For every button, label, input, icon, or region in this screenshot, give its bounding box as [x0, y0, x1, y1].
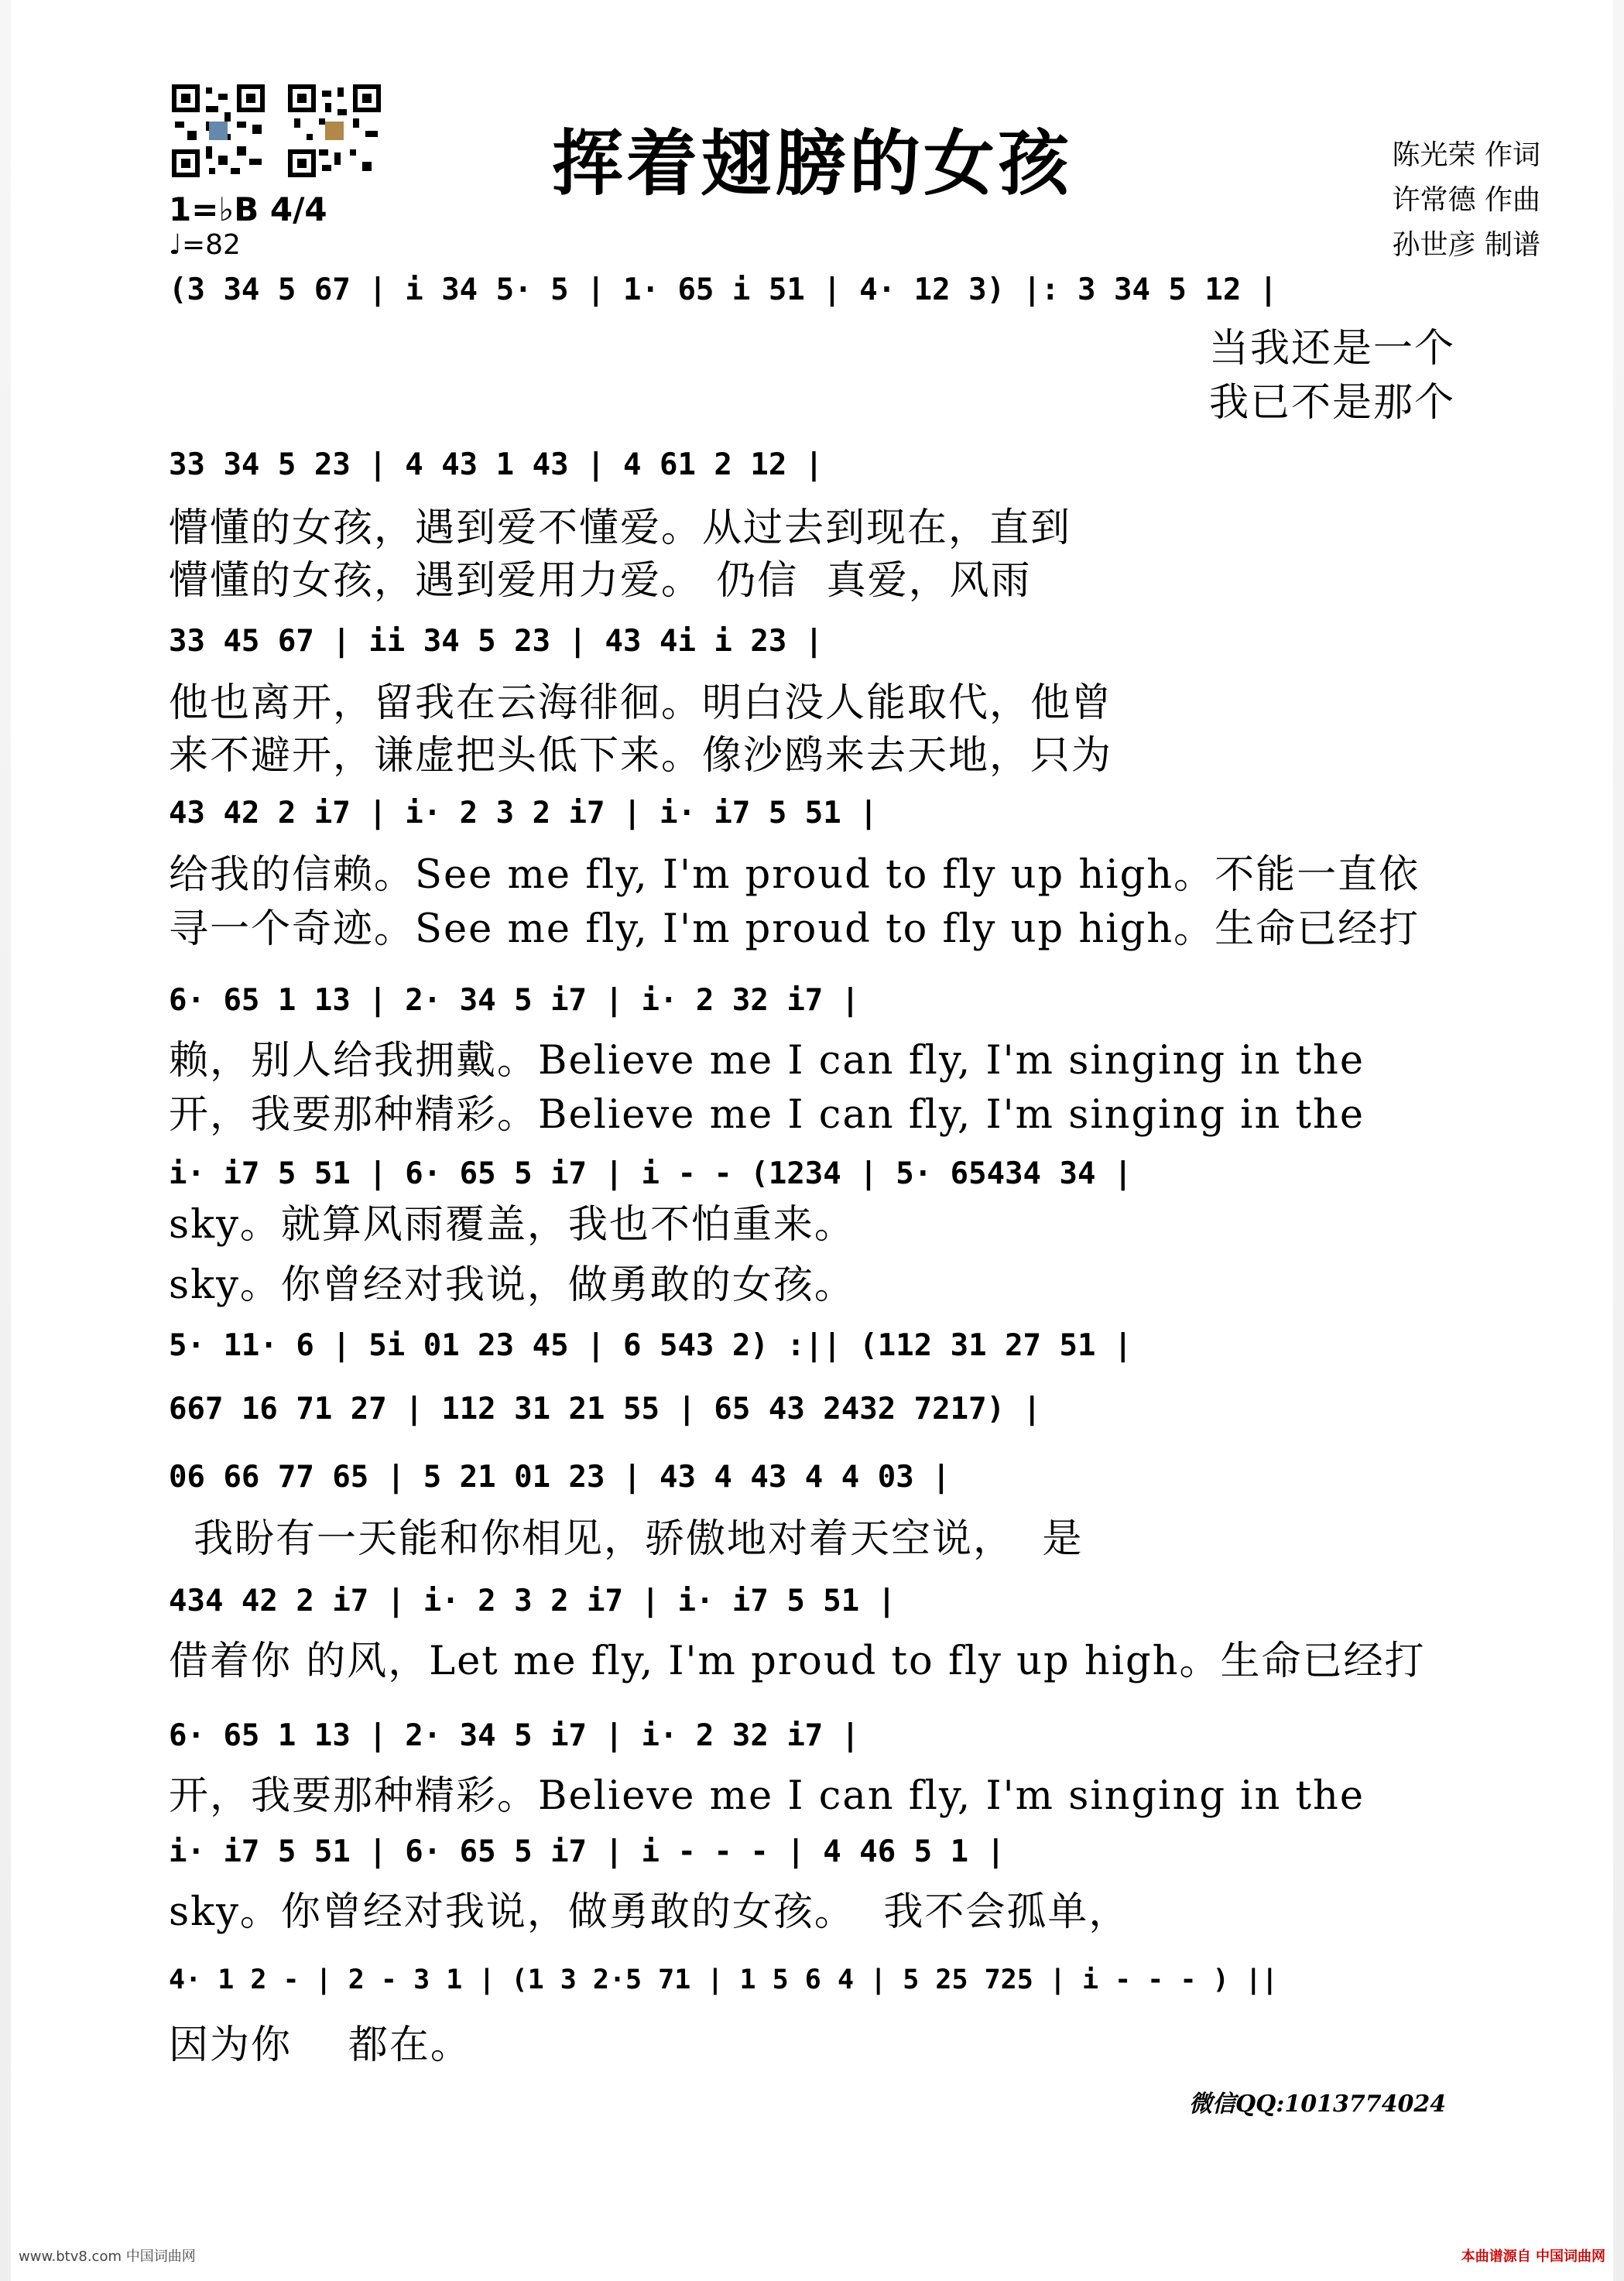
notation-line-2: 33 34 5 23 | 4 43 1 43 | 4 61 2 12 | — [169, 447, 824, 482]
notation-line-6: i· i7 5 51 | 6· 65 5 i7 | i - - (1234 | 5· 65434 34 | — [169, 1156, 1132, 1191]
notation-line-3: 33 45 67 | ii 34 5 23 | 43 4i i 23 | — [169, 624, 824, 659]
lyric-line-4a: 给我的信赖。See me fly, I'm proud to fly up high。不能一直依 — [169, 852, 1420, 898]
notation-line-1: (3 34 5 67 | i 34 5· 5 | 1· 65 i 51 | 4· 12 3) |: 3 34 5 12 | — [169, 272, 1278, 307]
notation-line-5: 6· 65 1 13 | 2· 34 5 i7 | i· 2 32 i7 | — [169, 983, 860, 1018]
lyric-line-5b: 开，我要那种精彩。Believe me I can fly, I'm singing in the — [169, 1092, 1365, 1138]
transcriber-credit: 孙世彦 制谱 — [1392, 229, 1540, 261]
lyric-line-13: 因为你 都在。 — [169, 2022, 471, 2068]
lyric-line-6a: sky。就算风雨覆盖，我也不怕重来。 — [169, 1202, 855, 1248]
lyric-line-4b: 寻一个奇迹。See me fly, I'm proud to fly up high。生命已经打 — [169, 906, 1420, 952]
lyric-line-10: 借着你 的风，Let me fly, I'm proud to fly up high。生命已经打 — [169, 1639, 1426, 1684]
notation-line-8: 667 16 71 27 | 112 31 21 55 | 65 43 2432 7217) | — [169, 1392, 1042, 1426]
lyricist-credit: 陈光荣 作词 — [1392, 139, 1540, 171]
song-title: 挥着翅膀的女孩 — [551, 122, 1072, 205]
notation-line-7: 5· 11· 6 | 5i 01 23 45 | 6 543 2) :|| (112 31 27 51 | — [169, 1328, 1132, 1363]
lyric-line-6b: sky。你曾经对我说，做勇敢的女孩。 — [169, 1262, 855, 1308]
notation-line-10: 434 42 2 i7 | i· 2 3 2 i7 | i· i7 5 51 | — [169, 1584, 896, 1618]
lyric-line-1b: 我已不是那个 — [1208, 380, 1455, 426]
lyric-line-2b: 懵懂的女孩，遇到爱用力爱。 仍信 真爱，风雨 — [169, 558, 1032, 604]
credits — [1393, 133, 1540, 268]
notation-line-4: 43 42 2 i7 | i· 2 3 2 i7 | i· i7 5 51 | — [169, 796, 878, 831]
notation-line-12: i· i7 5 51 | 6· 65 5 i7 | i - - - | 4 46 5 1 | — [169, 1834, 1006, 1869]
key-signature: 1=♭B 4/4 — [169, 190, 327, 228]
right-margin-watermark — [1613, 0, 1624, 2281]
contact-info: 微信QQ:1013774024 — [1189, 2091, 1447, 2118]
notation-line-13: 4· 1 2 - | 2 - 3 1 | (1 3 2·5 71 | 1 5 6 4 | 5 25 725 | i - - - ) || — [169, 1964, 1278, 1995]
notation-line-9: 06 66 77 65 | 5 21 01 23 | 43 4 43 4 4 03 | — [169, 1460, 951, 1495]
composer-credit: 许常德 作曲 — [1392, 184, 1540, 216]
lyric-line-11: 开，我要那种精彩。Believe me I can fly, I'm singing in the — [169, 1773, 1365, 1819]
lyric-line-3a: 他也离开，留我在云海徘徊。明白没人能取代，他曾 — [169, 680, 1113, 726]
lyric-line-3b: 来不避开，谦虚把头低下来。像沙鸥来去天地，只为 — [169, 733, 1113, 779]
lyric-line-5a: 赖，别人给我拥戴。Believe me I can fly, I'm singing in the — [169, 1038, 1365, 1084]
footer-site-label: www.btv8.com 中国词曲网 — [19, 2248, 196, 2265]
lyric-line-2a: 懵懂的女孩，遇到爱不懂爱。从过去到现在，直到 — [169, 505, 1072, 551]
lyric-line-12: sky。你曾经对我说，做勇敢的女孩。 我不会孤单， — [169, 1889, 1130, 1935]
lyric-line-1a: 当我还是一个 — [1208, 326, 1455, 372]
lyric-line-9: 我盼有一天能和你相见，骄傲地对着天空说， 是 — [194, 1516, 1084, 1562]
notation-line-11: 6· 65 1 13 | 2· 34 5 i7 | i· 2 32 i7 | — [169, 1718, 860, 1753]
footer-source-label[interactable]: 本曲谱源自 中国词曲网 — [1461, 2248, 1605, 2265]
tempo-marking: ♩=82 — [169, 229, 241, 261]
left-margin-watermark — [0, 0, 11, 2281]
